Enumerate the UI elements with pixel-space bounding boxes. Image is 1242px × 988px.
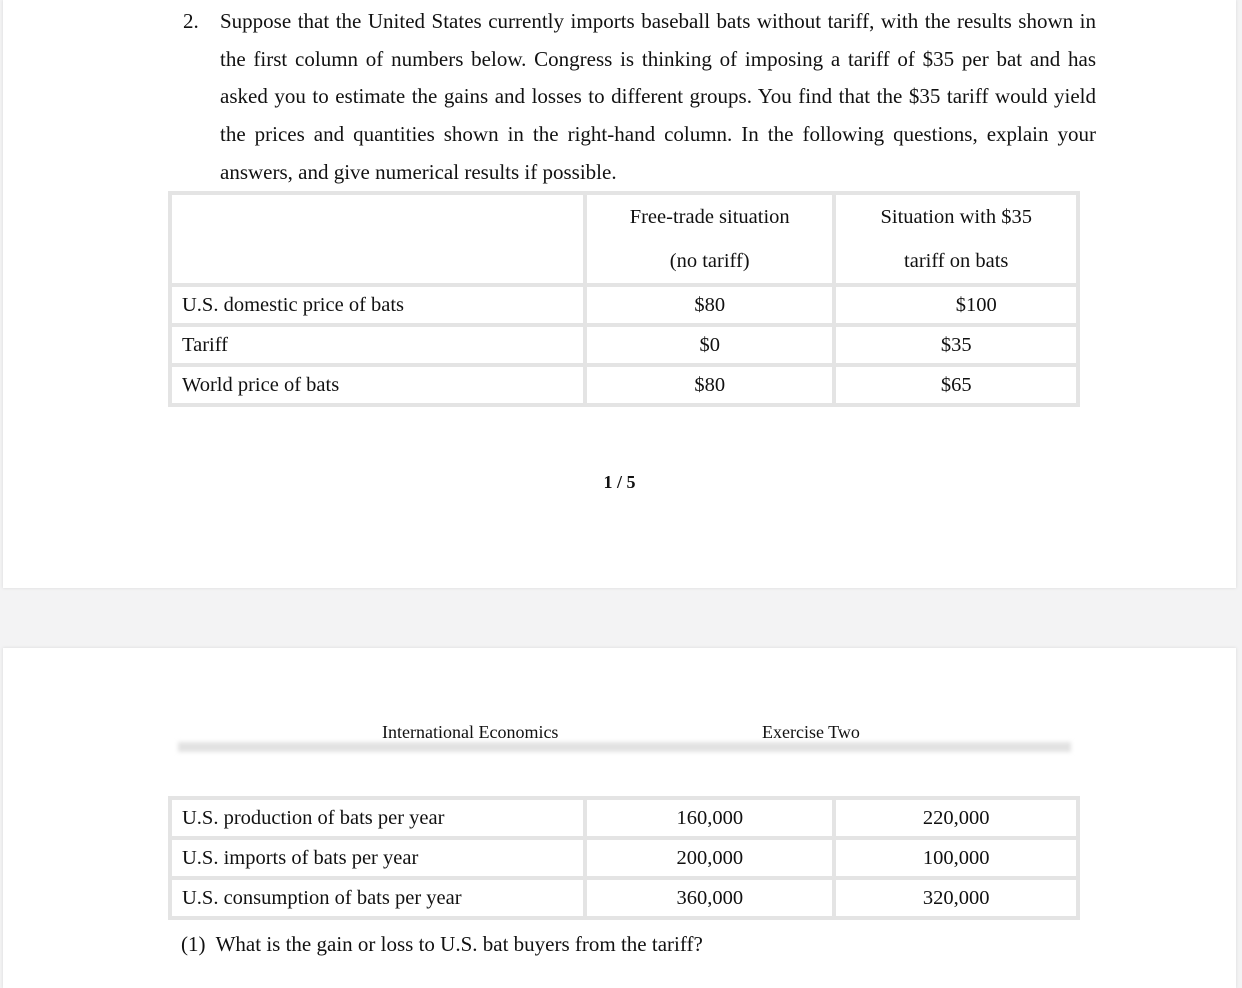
table-row bbox=[170, 878, 1078, 918]
row-label: U.S. imports of bats per year bbox=[170, 838, 585, 878]
free-trade-value: $80 bbox=[585, 365, 834, 405]
price-table bbox=[168, 191, 1080, 407]
header-exercise: Exercise Two bbox=[762, 722, 860, 742]
free-trade-value: $0 bbox=[585, 325, 834, 365]
page-number: 1 / 5 bbox=[603, 472, 636, 492]
free-trade-value: 360,000 bbox=[585, 878, 834, 918]
table-header-row bbox=[170, 193, 1078, 285]
header-divider bbox=[178, 742, 1071, 752]
document-page-2 bbox=[3, 648, 1236, 988]
row-label: U.S. consumption of bats per year bbox=[170, 878, 585, 918]
free-trade-value: 160,000 bbox=[585, 798, 834, 838]
row-label: World price of bats bbox=[170, 365, 585, 405]
header-tariff: Situation with $35 tariff on bats bbox=[834, 193, 1078, 285]
tariff-value: $65 bbox=[834, 365, 1078, 405]
paragraph-text: Suppose that the United States currently imports baseball bats without tariff, with the results shown in the first column of numbers below. Congress is thinking of imposing a tariff of $35 per bat and has asked you to estimate the gains and losses to different groups. You find that the $35 tariff would yield the prices and quantities shown in the right-hand column. In the following questions, explain your answers, and give numerical results if possible. bbox=[220, 9, 1096, 184]
question-1: (1) What is the gain or loss to U.S. bat buyers from the tariff? bbox=[181, 932, 703, 956]
table-row bbox=[170, 365, 1078, 405]
table-row bbox=[170, 838, 1078, 878]
item-number: 2. bbox=[183, 9, 199, 33]
row-label: Tariff bbox=[170, 325, 585, 365]
table-row bbox=[170, 798, 1078, 838]
table-row bbox=[170, 325, 1078, 365]
row-label: U.S. domestic price of bats bbox=[170, 285, 585, 325]
free-trade-value: $80 bbox=[585, 285, 834, 325]
table-row bbox=[170, 285, 1078, 325]
tariff-value: $35 bbox=[834, 325, 1078, 365]
tariff-value: 220,000 bbox=[834, 798, 1078, 838]
tariff-value: 100,000 bbox=[834, 838, 1078, 878]
row-label: U.S. production of bats per year bbox=[170, 798, 585, 838]
header-course: International Economics bbox=[382, 722, 559, 742]
free-trade-value: 200,000 bbox=[585, 838, 834, 878]
tariff-value: 320,000 bbox=[834, 878, 1078, 918]
tariff-value: $100 bbox=[834, 285, 1078, 325]
document-page-1 bbox=[3, 0, 1236, 588]
header-free-trade: Free-trade situation (no tariff) bbox=[585, 193, 834, 285]
quantity-table bbox=[168, 796, 1080, 920]
